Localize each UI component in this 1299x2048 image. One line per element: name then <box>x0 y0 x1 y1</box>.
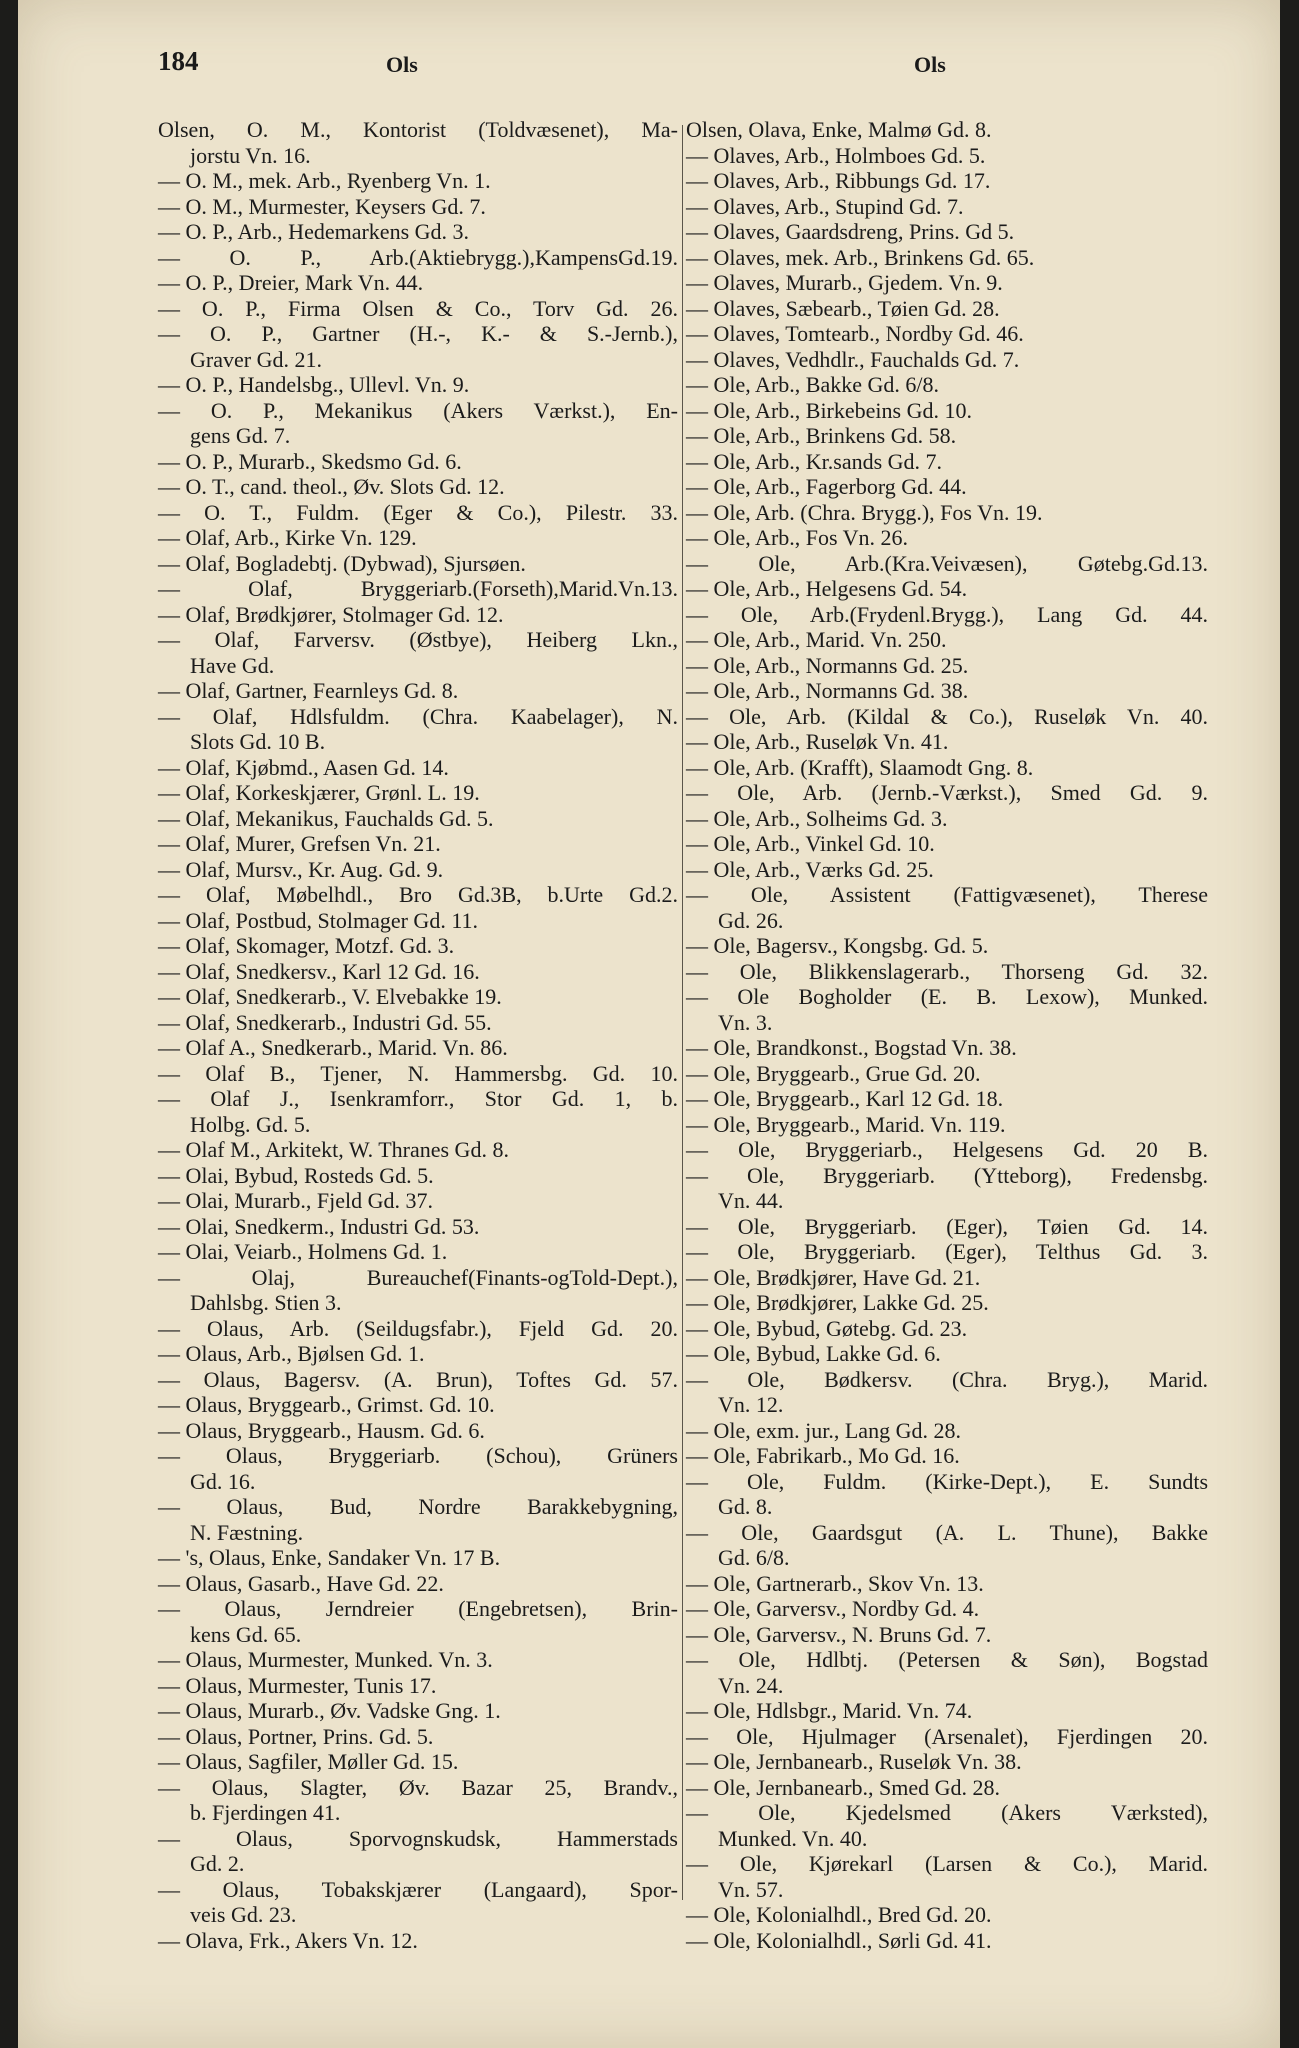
directory-entry-line: — O. P., Mekanikus (Akers Værkst.), En- <box>158 397 678 423</box>
directory-entry-line: — Ole, Hdlbtj. (Petersen & Søn), Bogstad <box>686 1647 1208 1672</box>
directory-entry-line: Dahlsbg. Stien 3. <box>190 1290 342 1315</box>
directory-entry-line: Vn. 24. <box>718 1672 784 1698</box>
directory-entry-line: — Ole, Bybud, Lakke Gd. 6. <box>686 1341 941 1366</box>
directory-entry-line: veis Gd. 23. <box>190 1902 297 1927</box>
directory-entry-line: — Olaf, Brødkjører, Stolmager Gd. 12. <box>158 601 504 627</box>
directory-entry-line: Olsen, O. M., Kontorist (Toldvæsenet), Ma- <box>158 117 678 142</box>
directory-entry-line: — Olaus, Arb., Bjølsen Gd. 1. <box>158 1341 425 1366</box>
directory-entry-line: — Ole, Jernbanearb., Ruseløk Vn. 38. <box>686 1749 1022 1774</box>
directory-entry-line: — Ole, Arb., Solheims Gd. 3. <box>686 805 948 831</box>
directory-entry-line: — O. P., Gartner (H.-, K.- & S.-Jernb.), <box>158 321 678 346</box>
directory-entry-line: — Ole, Garversv., N. Bruns Gd. 7. <box>686 1621 992 1647</box>
directory-entry-line: — Ole, Bryggeriarb. (Eger), Telthus Gd. 3. <box>686 1239 1208 1264</box>
directory-entry-line: Slots Gd. 10 B. <box>190 729 326 754</box>
directory-entry-line: — Olaus, Arb. (Seildugsfabr.), Fjeld Gd. 20. <box>158 1315 678 1341</box>
directory-entry-line: — Olai, Snedkerm., Industri Gd. 53. <box>158 1213 480 1239</box>
directory-entry-line: — Ole, exm. jur., Lang Gd. 28. <box>686 1417 961 1443</box>
directory-entry-line: — Ole, Bybud, Gøtebg. Gd. 23. <box>686 1315 968 1341</box>
directory-entry-line: — Ole, Arb., Helgesens Gd. 54. <box>686 576 968 601</box>
directory-entry-line: — Olaus, Slagter, Øv. Bazar 25, Brandv., <box>158 1774 678 1800</box>
right-column <box>686 117 1208 1953</box>
directory-entry-line: — Olaves, Vedhdlr., Fauchalds Gd. 7. <box>686 346 1020 372</box>
directory-entry-line: Gd. 26. <box>718 907 784 933</box>
directory-entry-line: Holbg. Gd. 5. <box>190 1111 311 1137</box>
directory-entry-line: — Olaj, Bureauchef(Finants-ogTold-Dept.), <box>158 1264 678 1290</box>
directory-entry-line: jorstu Vn. 16. <box>190 142 311 168</box>
column-divider <box>682 125 683 1900</box>
directory-entry-line: — Olaf, Mursv., Kr. Aug. Gd. 9. <box>158 856 444 882</box>
directory-entry-line: — Ole Bogholder (E. B. Lexow), Munked. <box>686 984 1208 1009</box>
directory-entry-line: Gd. 8. <box>718 1494 773 1519</box>
running-head-left: Ols <box>386 52 418 77</box>
directory-entry-line: — Olaf, Møbelhdl., Bro Gd.3B, b.Urte Gd.2. <box>158 882 678 907</box>
directory-entry-line: — O. T., Fuldm. (Eger & Co.), Pilestr. 33. <box>158 499 678 525</box>
directory-entry-line: Olsen, Olava, Enke, Malmø Gd. 8. <box>686 117 992 142</box>
directory-entry-line: — Olaus, Bryggearb., Hausm. Gd. 6. <box>158 1417 485 1443</box>
directory-entry-line: — Olaus, Bryggearb., Grimst. Gd. 10. <box>158 1392 495 1417</box>
directory-entry-line: — Ole, Arb., Ruseløk Vn. 41. <box>686 729 949 754</box>
directory-entry-line: — Ole, Gartnerarb., Skov Vn. 13. <box>686 1570 984 1596</box>
directory-entry-line: — Olai, Murarb., Fjeld Gd. 37. <box>158 1188 433 1213</box>
directory-entry-line: Vn. 57. <box>718 1876 784 1902</box>
directory-entry-line: — Ole, Kolonialhdl., Sørli Gd. 41. <box>686 1927 992 1953</box>
directory-entry-line: — Ole, Arb., Normanns Gd. 38. <box>686 678 969 703</box>
directory-entry-line: — Olaves, mek. Arb., Brinkens Gd. 65. <box>686 244 1035 270</box>
directory-entry-line: — Olaf, Bogladebtj. (Dybwad), Sjursøen. <box>158 550 526 576</box>
directory-entry-line: — Olaf, Snedkersv., Karl 12 Gd. 16. <box>158 958 480 984</box>
directory-entry-line: — Olaus, Bryggeriarb. (Schou), Grüners <box>158 1443 678 1468</box>
directory-entry-line: — Olaus, Tobakskjærer (Langaard), Spor- <box>158 1876 678 1902</box>
directory-entry-line: — Ole, Brødkjører, Have Gd. 21. <box>686 1264 981 1290</box>
directory-entry-line: — 's, Olaus, Enke, Sandaker Vn. 17 B. <box>158 1545 501 1570</box>
directory-entry-line: — Olaus, Jerndreier (Engebretsen), Brin- <box>158 1596 678 1621</box>
directory-entry-line: N. Fæstning. <box>190 1519 304 1545</box>
directory-entry-line: — O. P., Firma Olsen & Co., Torv Gd. 26. <box>158 295 678 321</box>
running-head-right: Ols <box>914 52 946 77</box>
directory-entry-line: — Ole, Arb., Normanns Gd. 25. <box>686 652 969 678</box>
directory-entry-line: — Olaf J., Isenkramforr., Stor Gd. 1, b. <box>158 1086 678 1111</box>
directory-entry-line: — Olava, Frk., Akers Vn. 12. <box>158 1927 418 1953</box>
directory-entry-line: Munked. Vn. 40. <box>718 1825 868 1851</box>
directory-entry-line: — Olaus, Murmester, Tunis 17. <box>158 1672 437 1698</box>
directory-entry-line: — Ole, Fuldm. (Kirke-Dept.), E. Sundts <box>686 1468 1208 1494</box>
left-column <box>158 117 678 1953</box>
directory-entry-line: — Olaus, Sagfiler, Møller Gd. 15. <box>158 1749 459 1774</box>
directory-entry-line: — Ole, Bryggeriarb. (Ytteborg), Fredensbg. <box>686 1162 1208 1188</box>
directory-page <box>18 0 1280 2048</box>
directory-entry-line: — Ole, Blikkenslagerarb., Thorseng Gd. 32. <box>686 958 1208 984</box>
directory-entry-line: Gd. 2. <box>190 1851 245 1876</box>
directory-entry-line: — Ole, Bødkersv. (Chra. Bryg.), Marid. <box>686 1366 1208 1392</box>
directory-entry-line: — Olaf, Postbud, Stolmager Gd. 11. <box>158 907 478 933</box>
directory-entry-line: — Ole, Garversv., Nordby Gd. 4. <box>686 1596 980 1621</box>
directory-entry-line: — Olaf, Kjøbmd., Aasen Gd. 14. <box>158 754 449 780</box>
directory-entry-line: — Ole, Arb., Bakke Gd. 6/8. <box>686 372 939 397</box>
directory-entry-line: — Olaves, Arb., Holmboes Gd. 5. <box>686 142 986 168</box>
directory-entry-line: — Olaus, Murmester, Munked. Vn. 3. <box>158 1647 493 1672</box>
directory-entry-line: — Olaves, Arb., Ribbungs Gd. 17. <box>686 168 991 193</box>
directory-entry-line: — Olaus, Bud, Nordre Barakkebygning, <box>158 1494 678 1519</box>
directory-entry-line: — Olaf, Korkeskjærer, Grønl. L. 19. <box>158 780 480 805</box>
directory-entry-line: — Olaf, Skomager, Motzf. Gd. 3. <box>158 933 455 958</box>
directory-entry-line: — Ole, Brødkjører, Lakke Gd. 25. <box>686 1290 989 1315</box>
directory-entry-line: kens Gd. 65. <box>190 1621 302 1647</box>
directory-entry-line: — Ole, Arb., Birkebeins Gd. 10. <box>686 397 972 423</box>
directory-entry-line: Vn. 12. <box>718 1392 784 1417</box>
directory-entry-line: — Olaus, Portner, Prins. Gd. 5. <box>158 1723 434 1749</box>
directory-entry-line: — Ole, Arb., Vinkel Gd. 10. <box>686 831 935 856</box>
directory-entry-line: gens Gd. 7. <box>190 423 291 448</box>
directory-entry-line: — Olaves, Tomtearb., Nordby Gd. 46. <box>686 321 1024 346</box>
directory-entry-line: — Olaus, Murarb., Øv. Vadske Gng. 1. <box>158 1698 501 1723</box>
directory-entry-line: — O. P., Dreier, Mark Vn. 44. <box>158 270 424 295</box>
directory-entry-line: — Ole, Gaardsgut (A. L. Thune), Bakke <box>686 1519 1208 1545</box>
directory-entry-line: — Olai, Veiarb., Holmens Gd. 1. <box>158 1239 448 1264</box>
directory-entry-line: — Ole, Arb. (Kildal & Co.), Ruseløk Vn. 40. <box>686 703 1208 729</box>
directory-entry-line: — Ole, Bryggearb., Marid. Vn. 119. <box>686 1111 1006 1137</box>
directory-entry-line: — Olai, Bybud, Rosteds Gd. 5. <box>158 1162 434 1188</box>
directory-entry-line: — O. P., Arb.(Aktiebrygg.),KampensGd.19. <box>158 244 678 270</box>
directory-entry-line: — O. P., Arb., Hedemarkens Gd. 3. <box>158 219 470 244</box>
page-header <box>18 40 1280 90</box>
directory-entry-line: — Ole, Kolonialhdl., Bred Gd. 20. <box>686 1902 992 1927</box>
directory-entry-line: — Ole, Kjedelsmed (Akers Værksted), <box>686 1800 1208 1825</box>
directory-entry-line: — Olaves, Gaardsdreng, Prins. Gd 5. <box>686 219 1015 244</box>
directory-entry-line: Have Gd. <box>190 652 275 678</box>
directory-entry-line: — Olaf, Gartner, Fearnleys Gd. 8. <box>158 678 459 703</box>
directory-entry-line: — Olaf, Farversv. (Østbye), Heiberg Lkn., <box>158 627 678 652</box>
directory-entry-line: — Ole, Arb., Fagerborg Gd. 44. <box>686 474 967 499</box>
directory-entry-line: — Ole, Hdlsbgr., Marid. Vn. 74. <box>686 1698 973 1723</box>
directory-entry-line: — Ole, Bagersv., Kongsbg. Gd. 5. <box>686 933 989 958</box>
directory-entry-line: — O. P., Handelsbg., Ullevl. Vn. 9. <box>158 372 470 397</box>
directory-entry-line: — O. M., mek. Arb., Ryenberg Vn. 1. <box>158 168 491 193</box>
directory-entry-line: — Olaf M., Arkitekt, W. Thranes Gd. 8. <box>158 1137 509 1162</box>
directory-entry-line: — O. T., cand. theol., Øv. Slots Gd. 12. <box>158 474 505 499</box>
directory-entry-line: — Ole, Assistent (Fattigvæsenet), Therese <box>686 882 1208 907</box>
directory-entry-line: — Ole, Bryggeriarb., Helgesens Gd. 20 B. <box>686 1137 1208 1162</box>
directory-entry-line: — Olaf A., Snedkerarb., Marid. Vn. 86. <box>158 1035 508 1060</box>
directory-entry-line: — Ole, Bryggearb., Karl 12 Gd. 18. <box>686 1086 1004 1111</box>
directory-entry-line: — Ole, Arb., Fos Vn. 26. <box>686 525 909 550</box>
directory-entry-line: Gd. 16. <box>190 1468 256 1494</box>
directory-entry-line: — Olaves, Murarb., Gjedem. Vn. 9. <box>686 270 1003 295</box>
directory-entry-line: — Olaus, Gasarb., Have Gd. 22. <box>158 1570 444 1596</box>
directory-entry-line: — Ole, Brandkonst., Bogstad Vn. 38. <box>686 1035 1017 1060</box>
directory-entry-line: — Olaves, Arb., Stupind Gd. 7. <box>686 193 964 219</box>
directory-entry-line: Vn. 3. <box>718 1009 773 1035</box>
directory-entry-line: — Ole, Arb., Brinkens Gd. 58. <box>686 423 957 448</box>
directory-entry-line: — Olaf B., Tjener, N. Hammersbg. Gd. 10. <box>158 1060 678 1086</box>
page-number: 184 <box>158 46 199 76</box>
directory-entry-line: — Ole, Jernbanearb., Smed Gd. 28. <box>686 1774 1001 1800</box>
directory-entry-line: Graver Gd. 21. <box>190 346 322 372</box>
directory-entry-line: — Olaf, Snedkerarb., V. Elvebakke 19. <box>158 984 502 1009</box>
directory-entry-line: — Ole, Arb., Marid. Vn. 250. <box>686 627 947 652</box>
directory-entry-line: — Ole, Arb. (Jernb.-Værkst.), Smed Gd. 9. <box>686 780 1208 805</box>
directory-entry-line: Gd. 6/8. <box>718 1545 790 1570</box>
directory-entry-line: — Olaf, Murer, Grefsen Vn. 21. <box>158 831 441 856</box>
directory-entry-line: — Olaus, Sporvognskudsk, Hammerstads <box>158 1825 678 1851</box>
directory-entry-line: — Ole, Bryggearb., Grue Gd. 20. <box>686 1060 981 1086</box>
directory-entry-line: — Olaf, Bryggeriarb.(Forseth),Marid.Vn.13. <box>158 576 678 601</box>
directory-entry-line: b. Fjerdingen 41. <box>190 1800 341 1825</box>
directory-entry-line: — Ole, Arb. (Chra. Brygg.), Fos Vn. 19. <box>686 499 1043 525</box>
directory-entry-line: — Ole, Arb.(Kra.Veivæsen), Gøtebg.Gd.13. <box>686 550 1208 576</box>
directory-entry-line: — Olaf, Arb., Kirke Vn. 129. <box>158 525 417 550</box>
directory-entry-line: — Ole, Fabrikarb., Mo Gd. 16. <box>686 1443 960 1468</box>
directory-entry-line: — O. M., Murmester, Keysers Gd. 7. <box>158 193 486 219</box>
directory-entry-line: — Olaus, Bagersv. (A. Brun), Toftes Gd. 57. <box>158 1366 678 1392</box>
directory-entry-line: — Ole, Kjørekarl (Larsen & Co.), Marid. <box>686 1851 1208 1876</box>
directory-entry-line: — Olaf, Hdlsfuldm. (Chra. Kaabelager), N. <box>158 703 678 729</box>
directory-entry-line: Vn. 44. <box>718 1188 784 1213</box>
directory-entry-line: — Ole, Arb., Kr.sands Gd. 7. <box>686 448 943 474</box>
directory-entry-line: — Ole, Arb. (Krafft), Slaamodt Gng. 8. <box>686 754 1034 780</box>
directory-entry-line: — Olaf, Snedkerarb., Industri Gd. 55. <box>158 1009 492 1035</box>
directory-entry-line: — Ole, Arb.(Frydenl.Brygg.), Lang Gd. 44. <box>686 601 1208 627</box>
directory-entry-line: — O. P., Murarb., Skedsmo Gd. 6. <box>158 448 462 474</box>
directory-entry-line: — Ole, Hjulmager (Arsenalet), Fjerdingen 20. <box>686 1723 1208 1749</box>
directory-entry-line: — Ole, Bryggeriarb. (Eger), Tøien Gd. 14. <box>686 1213 1208 1239</box>
directory-entry-line: — Ole, Arb., Værks Gd. 25. <box>686 856 934 882</box>
directory-entry-line: — Olaf, Mekanikus, Fauchalds Gd. 5. <box>158 805 494 831</box>
directory-entry-line: — Olaves, Sæbearb., Tøien Gd. 28. <box>686 295 1000 321</box>
